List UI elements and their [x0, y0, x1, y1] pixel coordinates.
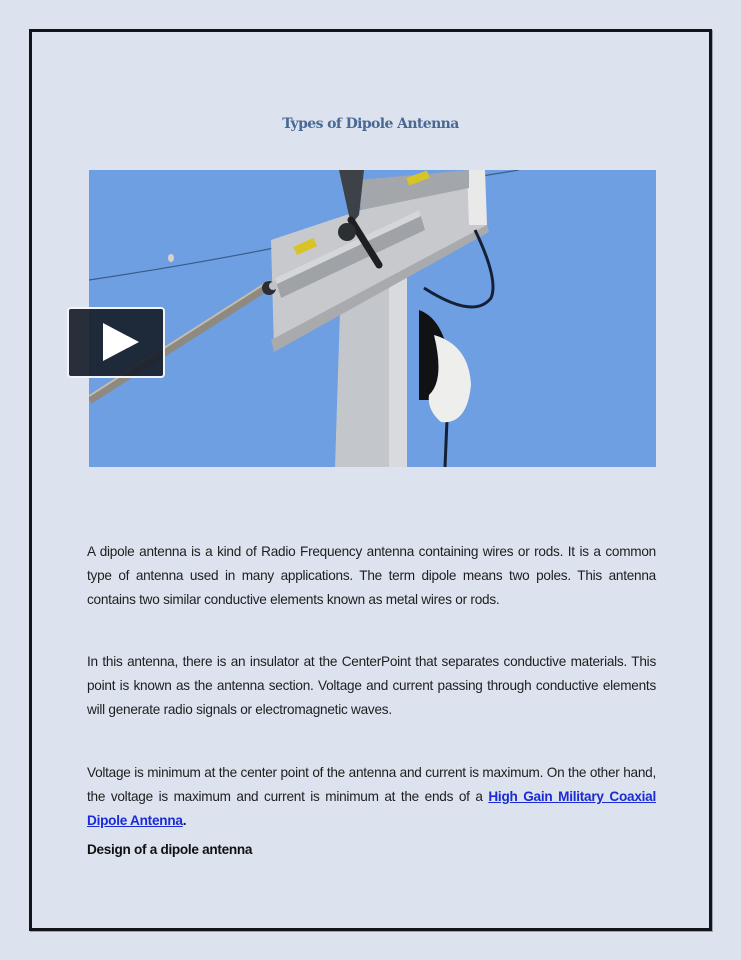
document-title: Types of Dipole Antenna [282, 116, 459, 132]
paragraph-insulator: In this antenna, there is an insulator at the CenterPoint that separates conductive materials. This point is known as the antenna section. Voltage and current passing through conductive elements will generate radio signals or electromagnetic waves. [87, 654, 656, 717]
play-button[interactable] [67, 307, 165, 378]
paragraph-voltage-text: Voltage is minimum at the center point of the antenna and current is maximum. On the other hand, the voltage is maximum and current is minimum at the ends of a [87, 765, 656, 804]
antenna-photo [89, 170, 656, 467]
paragraph-intro: A dipole antenna is a kind of Radio Frequency antenna containing wires or rods. It is a common type of antenna used in many applications. The term dipole means two poles. This antenna contains two similar conductive elements known as metal wires or rods. [87, 544, 656, 607]
high-gain-antenna-link[interactable]: High Gain Military Coaxial Dipole Antenna [87, 789, 656, 828]
play-icon [103, 323, 139, 361]
paragraph-voltage [87, 761, 656, 833]
paragraph-voltage-end: . [182, 813, 187, 828]
antenna-photo-illustration [89, 170, 656, 467]
section-heading-design: Design of a dipole antenna [87, 842, 253, 857]
